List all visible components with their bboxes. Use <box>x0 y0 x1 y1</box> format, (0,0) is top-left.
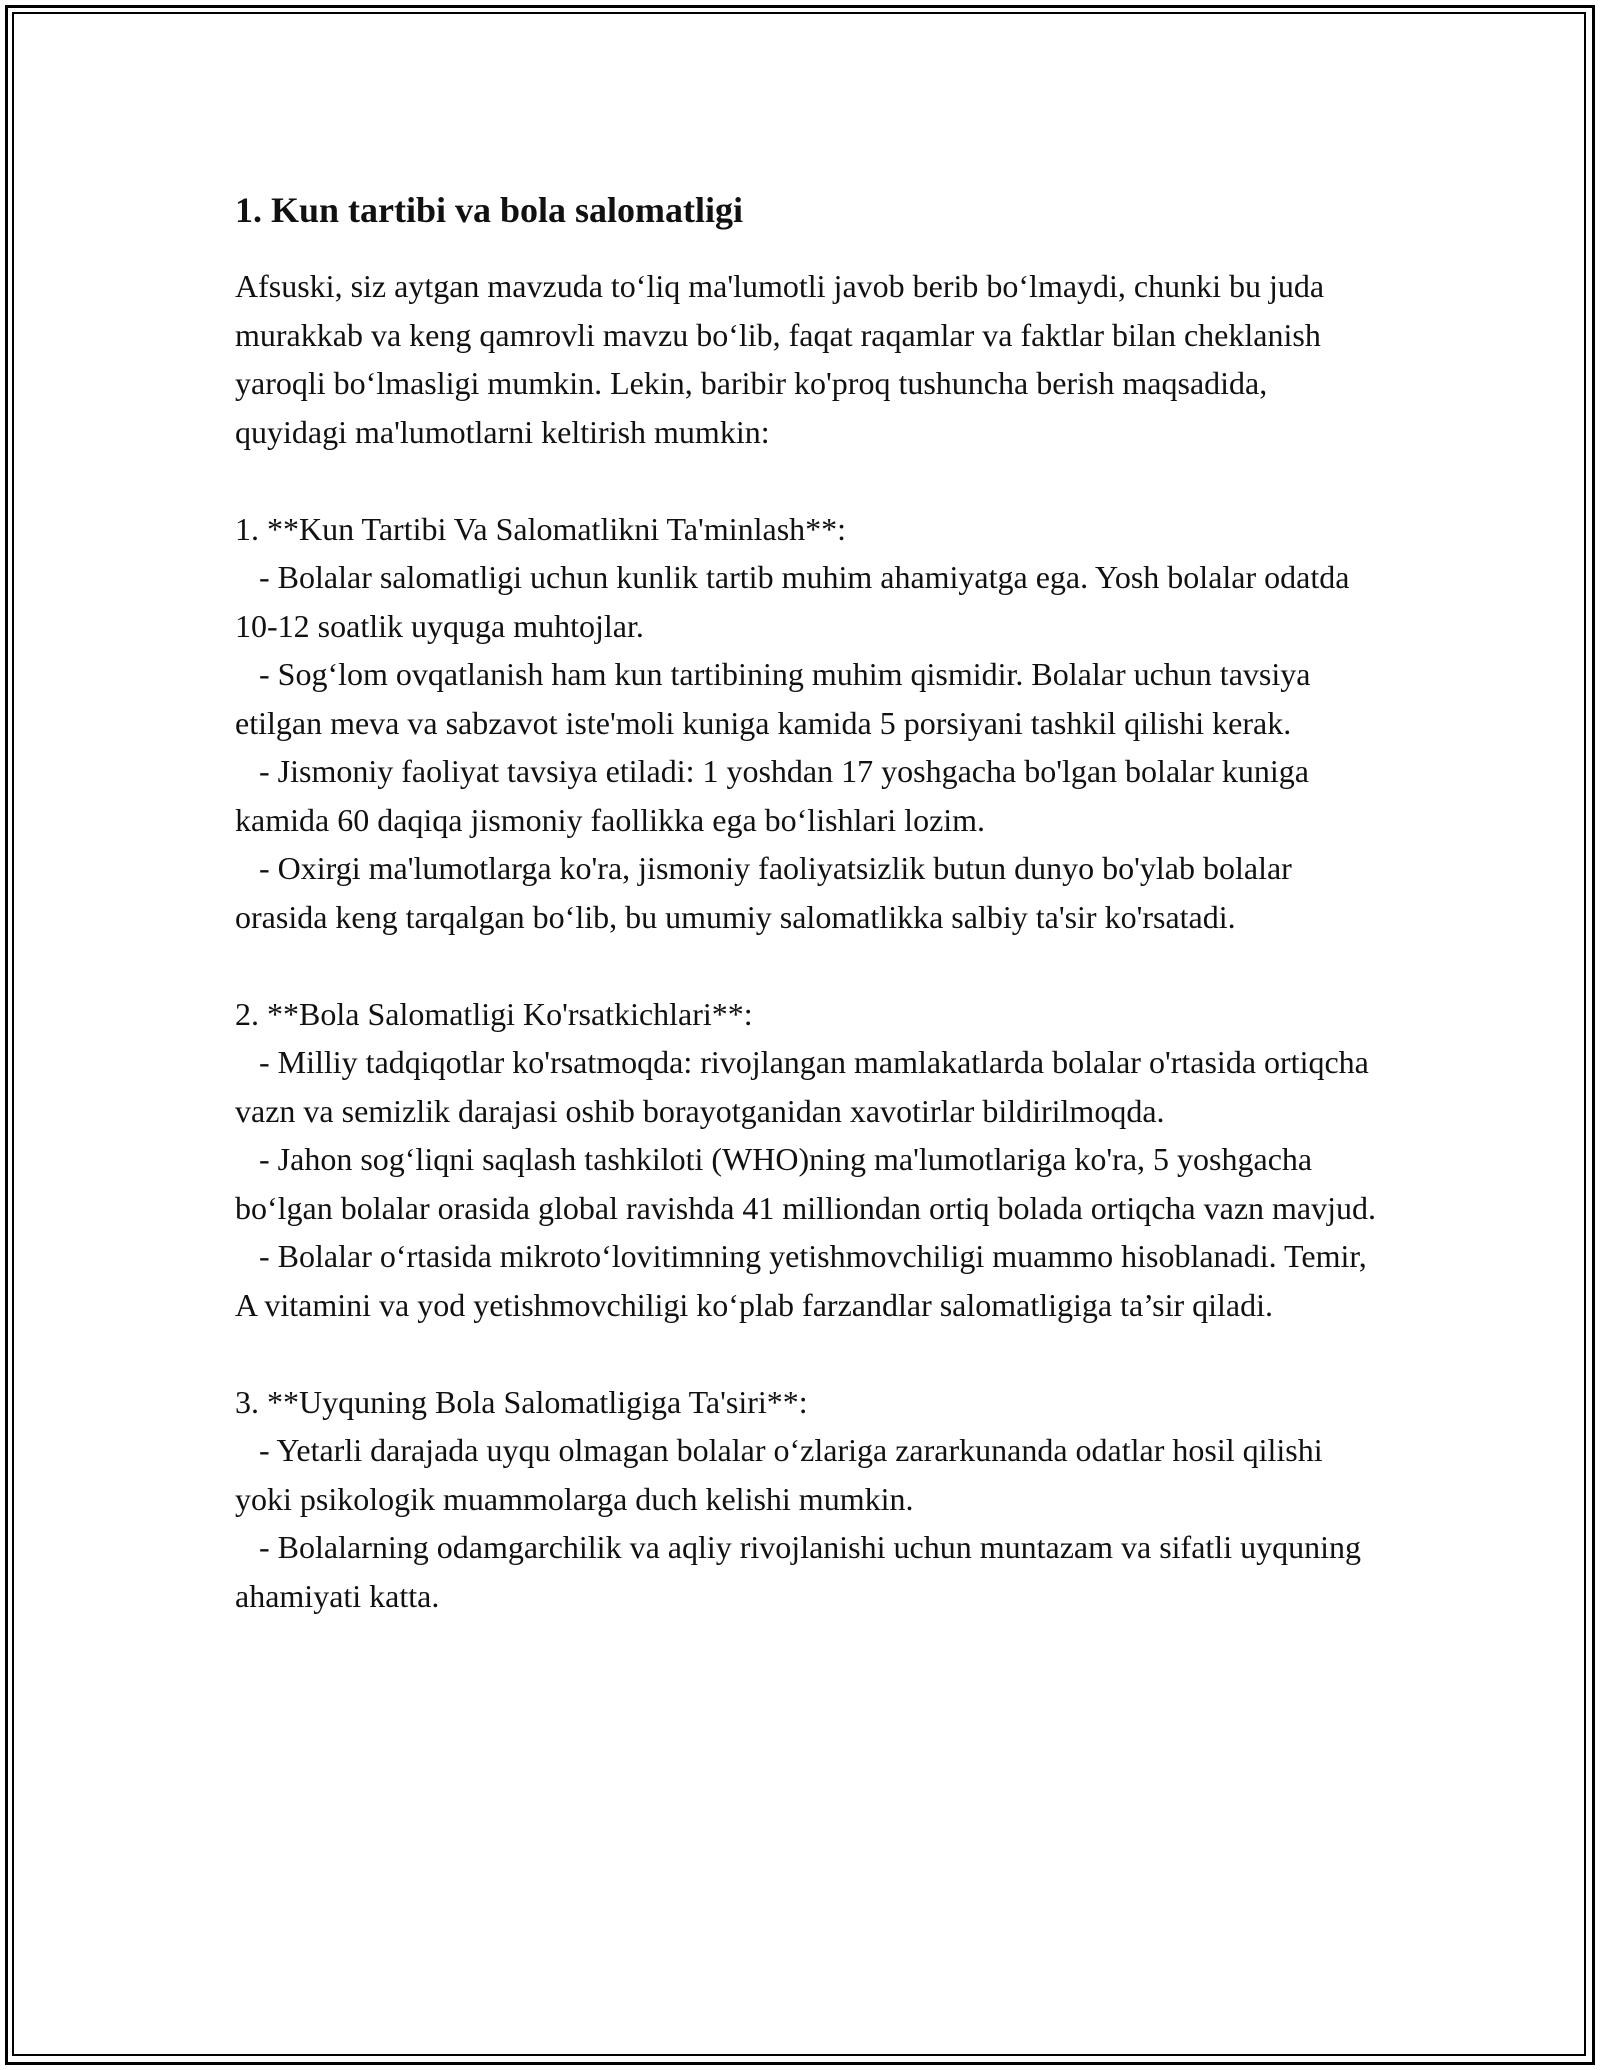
document-content <box>235 186 1385 1620</box>
document-body: Afsuski, siz aytgan mavzuda to‘liq ma'lumotli javob berib bo‘lmaydi, chunki bu juda murakkab va keng qamrovli mavzu bo‘lib, faqat raqamlar va faktlar bilan cheklanish yaroqli bo‘lmasligi mumkin. Lekin, baribir ko'proq tushuncha berish maqsadida, quyidagi ma'lumotlarni keltirish mumkin: 1. **Kun Tartibi Va Salomatlikni Ta'minlash**: - Bolalar salomatligi uchun kunlik tartib muhim ahamiyatga ega. Yosh bolalar odatda 10-12 soatlik uyquga muhtojlar. - Sog‘lom ovqatlanish ham kun tartibining muhim qismidir. Bolalar uchun tavsiya etilgan meva va sabzavot iste'moli kuniga kamida 5 porsiyani tashkil qilishi kerak. - Jismoniy faoliyat tavsiya etiladi: 1 yoshdan 17 yoshgacha bo'lgan bolalar kuniga kamida 60 daqiqa jismoniy faollikka ega bo‘lishlari lozim. - Oxirgi ma'lumotlarga ko'ra, jismoniy faoliyatsizlik butun dunyo bo'ylab bolalar orasida keng tarqalgan bo‘lib, bu umumiy salomatlikka salbiy ta'sir ko'rsatadi. 2. **Bola Salomatligi Ko'rsatkichlari**: - Milliy tadqiqotlar ko'rsatmoqda: rivojlangan mamlakatlarda bolalar o'rtasida ortiqcha vazn va semizlik darajasi oshib borayotganidan xavotirlar bildirilmoqda. - Jahon sog‘liqni saqlash tashkiloti (WHO)ning ma'lumotlariga ko'ra, 5 yoshgacha bo‘lgan bolalar orasida global ravishda 41 milliondan ortiq bolada ortiqcha vazn mavjud. - Bolalar o‘rtasida mikroto‘lovitimning yetishmovchiligi muammo hisoblanadi. Temir, A vitamini va yod yetishmovchiligi ko‘plab farzandlar salomatligiga ta’sir qiladi. 3. **Uyquning Bola Salomatligiga Ta'siri**: - Yetarli darajada uyqu olmagan bolalar o‘zlariga zararkunanda odatlar hosil qilishi yoki psikologik muammolarga duch kelishi mumkin. - Bolalarning odamgarchilik va aqliy rivojlanishi uchun muntazam va sifatli uyquning ahamiyati katta. <box>235 268 1377 1614</box>
document-heading: 1. Kun tartibi va bola salomatligi <box>235 190 744 230</box>
